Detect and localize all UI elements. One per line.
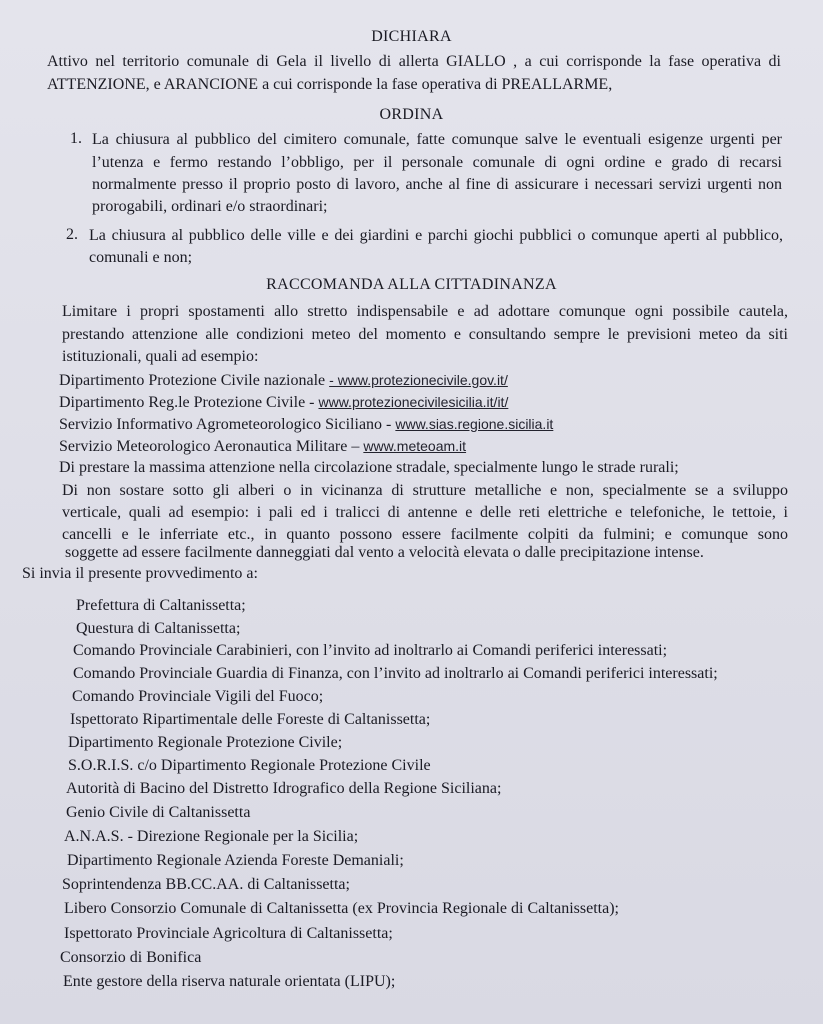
site-name: Servizio Meteorologico Aeronautica Militare –: [59, 438, 364, 455]
dichiara-line-2: ATTENZIONE, e ARANCIONE a cui corrisponde la fase operativa di PREALLARME,: [47, 76, 613, 93]
raccomanda-sostare-line: verticale, quali ad esempio: i pali ed i tralicci di antenne e delle reti elettriche e telefoniche, le tettoie, i: [62, 504, 788, 521]
recipient-item: Comando Provinciale Carabinieri, con l’invito ad inoltrarlo ai Comandi periferici interessati;: [73, 642, 668, 659]
recipient-item: S.O.R.I.S. c/o Dipartimento Regionale Protezione Civile: [68, 757, 431, 774]
recipient-item: Prefettura di Caltanissetta;: [76, 597, 246, 614]
recipient-item: Autorità di Bacino del Distretto Idrografico della Regione Siciliana;: [66, 780, 502, 797]
site-item: [59, 392, 508, 413]
site-name: Dipartimento Reg.le Protezione Civile -: [59, 394, 319, 411]
ordina-item-2-line: La chiusura al pubblico delle ville e dei giardini e parchi giochi pubblici o comunque aperti al pubblico,: [89, 227, 783, 244]
recipient-item: Ispettorato Ripartimentale delle Foreste di Caltanissetta;: [70, 711, 431, 728]
site-item: [59, 436, 466, 457]
ordina-item-2-line: comunali e non;: [89, 249, 193, 266]
recipient-item: A.N.A.S. - Direzione Regionale per la Sicilia;: [64, 828, 359, 845]
raccomanda-strade: Di prestare la massima attenzione nella circolazione stradale, specialmente lungo le strade rurali;: [59, 459, 679, 476]
recipient-item: Ispettorato Provinciale Agricoltura di Caltanissetta;: [64, 925, 393, 942]
recipient-item: Libero Consorzio Comunale di Caltanissetta (ex Provincia Regionale di Caltanissetta);: [64, 900, 619, 917]
raccomanda-intro-line: prestando attenzione alle condizioni meteo del momento e consultando sempre le previsioni meteo da siti: [62, 326, 788, 343]
heading-ordina: ORDINA: [379, 106, 444, 123]
site-link[interactable]: www.meteoam.it: [363, 438, 467, 454]
site-name: Servizio Informativo Agrometeorologico Siciliano -: [59, 416, 396, 433]
raccomanda-intro-line: Limitare i propri spostamenti allo stretto indispensabile e ad adottare comunque ogni possibile cautela,: [62, 303, 788, 320]
recipient-item: Comando Provinciale Vigili del Fuoco;: [72, 688, 324, 705]
ordina-item-1-line: prorogabili, ordinari e/o straordinari;: [92, 198, 328, 215]
recipient-item: Dipartimento Regionale Azienda Foreste Demaniali;: [67, 852, 404, 869]
ordina-item-1-line: l’utenza e fermo restando l’obbligo, per il personale comunale di ogni ordine e grado di recarsi: [92, 154, 782, 171]
site-link[interactable]: - www.protezionecivile.gov.it/: [329, 372, 508, 388]
raccomanda-sostare-line: Di non sostare sotto gli alberi o in vicinanza di strutture metalliche e non, specialmente se a sviluppo: [62, 482, 788, 499]
site-name: Dipartimento Protezione Civile nazionale: [59, 372, 330, 389]
site-item: [59, 414, 553, 435]
heading-dichiara: DICHIARA: [371, 28, 452, 45]
raccomanda-intro-line: istituzionali, quali ad esempio:: [62, 348, 259, 365]
invio-intro: Si invia il presente provvedimento a:: [22, 565, 258, 582]
ordina-item-1-line: La chiusura al pubblico del cimitero comunale, fatte comunque salve le eventuali esigenze urgenti per: [92, 131, 782, 148]
raccomanda-sostare-line: soggette ad essere facilmente danneggiati dal vento a velocità elevata o dalle precipitazione intense.: [65, 544, 704, 561]
raccomanda-sostare-line: cancelli e le inferriate etc., in quanto possono essere facilmente colpiti da fulmini; e comunque sono: [62, 526, 788, 543]
recipient-item: Dipartimento Regionale Protezione Civile;: [68, 734, 343, 751]
site-item: [59, 370, 508, 391]
site-link[interactable]: www.protezionecivilesicilia.it/it/: [318, 394, 509, 410]
recipient-item: Genio Civile di Caltanissetta: [66, 804, 251, 821]
ordina-item-1-line: normalmente presso il proprio posto di lavoro, anche al fine di assicurare i necessari servizi urgenti non: [92, 176, 782, 193]
recipient-item: Questura di Caltanissetta;: [76, 620, 241, 637]
heading-raccomanda: RACCOMANDA ALLA CITTADINANZA: [266, 276, 557, 293]
ordina-item-2-number: 2.: [66, 226, 78, 243]
recipient-item: Consorzio di Bonifica: [60, 949, 202, 966]
recipient-item: Comando Provinciale Guardia di Finanza, con l’invito ad inoltrarlo ai Comandi periferici interessati;: [73, 665, 718, 682]
recipient-item: Ente gestore della riserva naturale orientata (LIPU);: [63, 973, 396, 990]
recipient-item: Soprintendenza BB.CC.AA. di Caltanissetta;: [62, 876, 350, 893]
ordina-item-1-number: 1.: [70, 130, 82, 147]
dichiara-line-1: Attivo nel territorio comunale di Gela il livello di allerta GIALLO , a cui corrisponde la fase operativa di: [47, 53, 781, 70]
site-link[interactable]: www.sias.regione.sicilia.it: [395, 416, 554, 432]
